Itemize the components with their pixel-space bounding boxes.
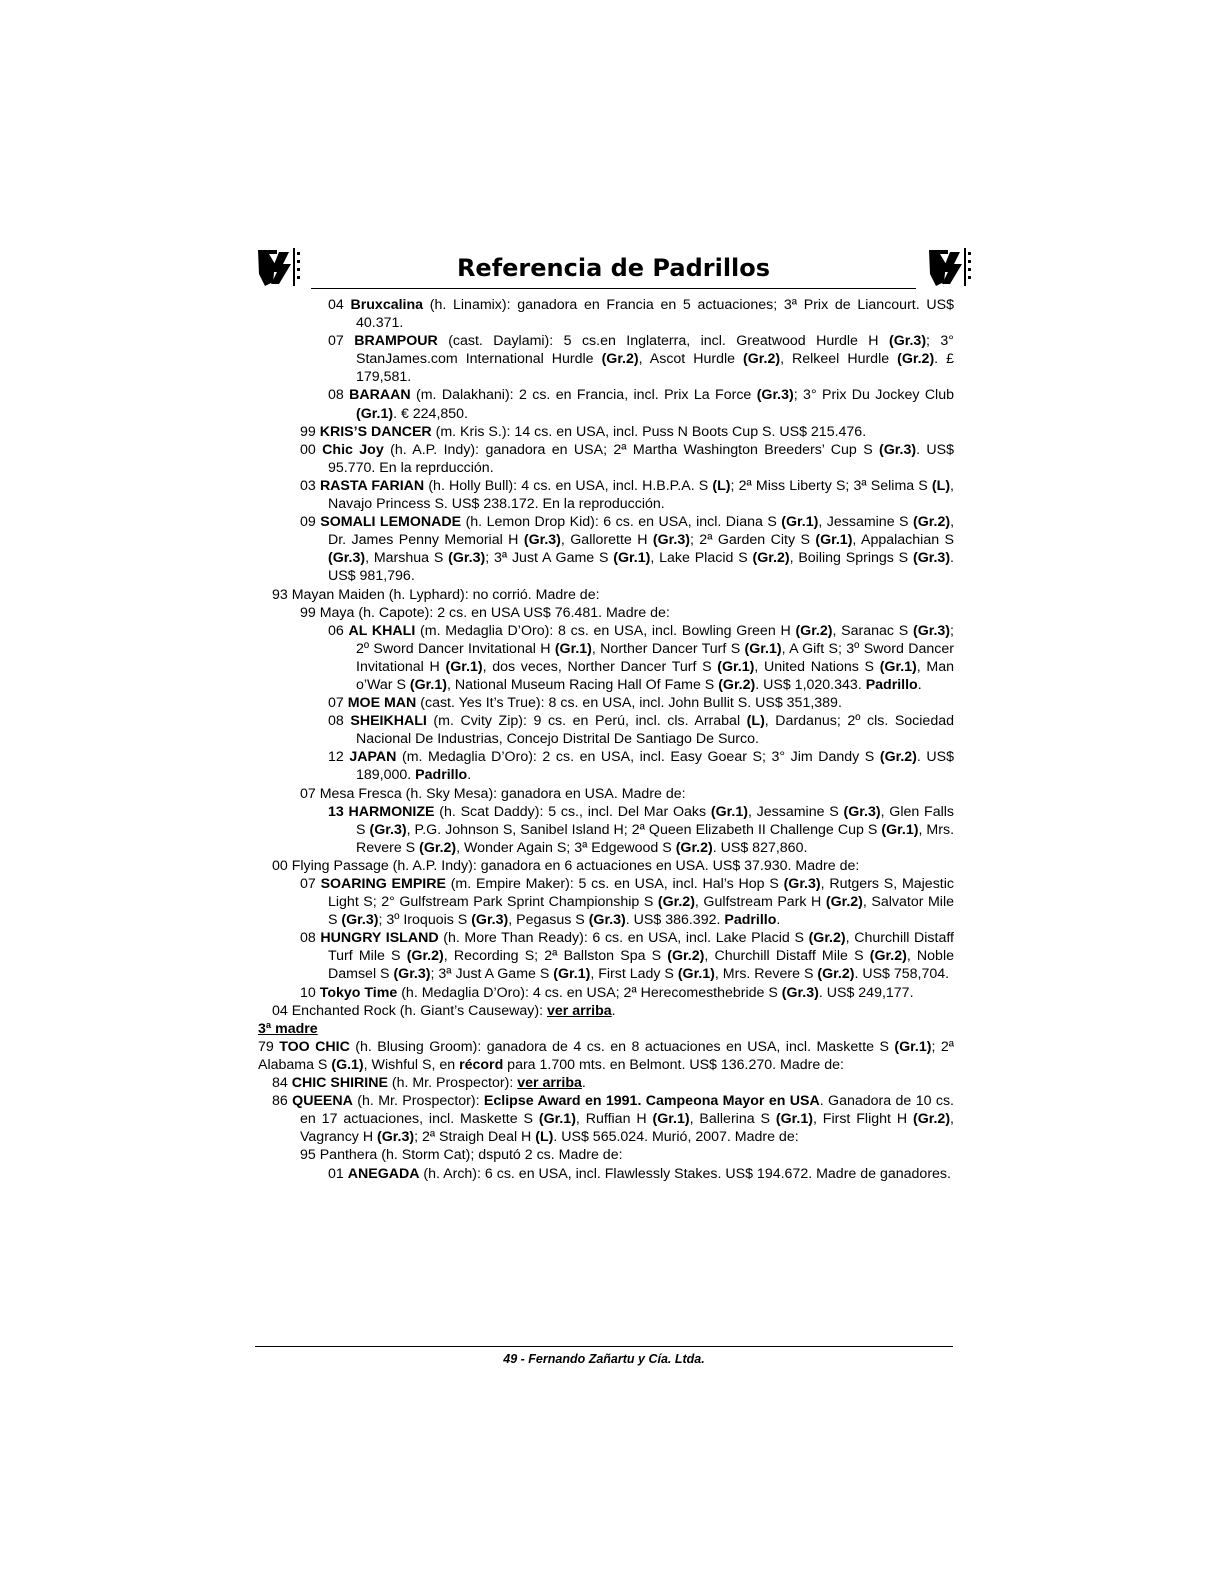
- pedigree-entry: 99 KRIS’S DANCER (m. Kris S.): 14 cs. en USA, incl. Puss N Boots Cup S. US$ 215.476.: [300, 423, 867, 440]
- footer-divider: [255, 1346, 953, 1347]
- pedigree-entry: 99 Maya (h. Capote): 2 cs. en USA US$ 76.481. Madre de:: [300, 604, 670, 621]
- pedigree-entry: 10 Tokyo Time (h. Medaglia D’Oro): 4 cs. en USA; 2ª Herecomesthebride S (Gr.3). US$ 249,177.: [300, 984, 914, 1001]
- pedigree-entry: 08 BARAAN (m. Dalakhani): 2 cs. en Francia, incl. Prix La Force (Gr.3); 3° Prix Du Jockey Club (Gr.1). € 224,850.: [328, 387, 954, 422]
- page-footer: 49 - Fernando Zañartu y Cía. Ltda.: [503, 1352, 705, 1366]
- pedigree-entry: 86 QUEENA (h. Mr. Prospector): Eclipse Award en 1991. Campeona Mayor en USA. Ganadora de 10 cs. en 17 actuaciones, incl. Maskette S (Gr.1), Ruffian H (Gr.1), Ballerina S (Gr.1), First Flight H (Gr.2), Vagrancy H (Gr.3); 2ª Straigh Deal H (L). US$ 565.024. Murió, 2007. Madre de:: [272, 1093, 954, 1146]
- pedigree-entry: 03 RASTA FARIAN (h. Holly Bull): 4 cs. en USA, incl. H.B.P.A. S (L); 2ª Miss Liberty S; 3ª Selima S (L), Navajo Princess S. US$ 238.172. En la reproducción.: [300, 477, 954, 513]
- pedigree-entry: 07 MOE MAN (cast. Yes It’s True): 8 cs. en USA, incl. John Bullit S. US$ 351,389.: [328, 695, 842, 712]
- logo-right: [926, 244, 972, 290]
- pedigree-entry: 95 Panthera (h. Storm Cat); dsputó 2 cs. Madre de:: [300, 1147, 623, 1164]
- pedigree-entry: 12 JAPAN (m. Medaglia D’Oro): 2 cs. en USA, incl. Easy Goear S; 3° Jim Dandy S (Gr.2). US$ 189,000. Padrillo.: [328, 749, 955, 784]
- pedigree-entry: 79 TOO CHIC (h. Blusing Groom): ganadora de 4 cs. en 8 actuaciones en USA, incl. Maskette S (Gr.1); 2ª Alabama S (G.1), Wishful S, en récord para 1.700 mts. en Belmont. US$ 136.270. Madre de:: [258, 1038, 954, 1073]
- pedigree-entry: 04 Bruxcalina (h. Linamix): ganadora en Francia en 5 actuaciones; 3ª Prix de Liancourt. US$ 40.371.: [328, 297, 954, 332]
- logo-right-icon: [926, 244, 972, 290]
- pedigree-entry: 07 BRAMPOUR (cast. Daylami): 5 cs.en Inglaterra, incl. Greatwood Hurdle H (Gr.3); 3° StanJames.com International Hurdle (Gr.2), Ascot Hurdle (Gr.2), Relkeel Hurdle (Gr.2). £ 179,581.: [328, 333, 954, 386]
- pedigree-entry: 84 CHIC SHIRINE (h. Mr. Prospector): ver arriba.: [272, 1075, 586, 1092]
- pedigree-entry: 00 Flying Passage (h. A.P. Indy): ganadora en 6 actuaciones en USA. US$ 37.930. Madre de:: [272, 857, 860, 874]
- pedigree-entry: 07 Mesa Fresca (h. Sky Mesa): ganadora en USA. Madre de:: [300, 785, 686, 802]
- pedigree-entry: 04 Enchanted Rock (h. Giant’s Causeway): ver arriba.: [272, 1002, 616, 1019]
- pedigree-entry: 06 AL KHALI (m. Medaglia D’Oro): 8 cs. en USA, incl. Bowling Green H (Gr.2), Saranac S (Gr.3); 2º Sword Dancer Invitational H (Gr.1), Norther Dancer Turf S (Gr.1), A Gift S; 3º Sword Dancer Invitational H (Gr.1), dos veces, Norther Dancer Turf S (Gr.1), United Nations S (Gr.1), Man o’War S (Gr.1), National Museum Racing Hall Of Fame S (Gr.2). US$ 1,020.343. Padrillo.: [328, 622, 955, 693]
- pedigree-entry: 01 ANEGADA (h. Arch): 6 cs. en USA, incl. Flawlessly Stakes. US$ 194.672. Madre de ganadores.: [328, 1165, 951, 1182]
- pedigree-entry: 08 HUNGRY ISLAND (h. More Than Ready): 6 cs. en USA, incl. Lake Placid S (Gr.2), Churchill Distaff Turf Mile S (Gr.2), Recording S; 2ª Ballston Spa S (Gr.2), Churchill Distaff Mile S (Gr.2), Noble Damsel S (Gr.3); 3ª Just A Game S (Gr.1), First Lady S (Gr.1), Mrs. Revere S (Gr.2). US$ 758,704.: [300, 930, 954, 983]
- pedigree-entry: 93 Mayan Maiden (h. Lyphard): no corrió. Madre de:: [272, 586, 600, 603]
- page-header: [255, 240, 972, 296]
- pedigree-entry: 08 SHEIKHALI (m. Cvity Zip): 9 cs. en Perú, incl. cls. Arrabal (L), Dardanus; 2º cls. Sociedad Nacional De Industrias, Concejo Distrital De Santiago De Surco.: [328, 713, 954, 748]
- page-title: Referencia de Padrillos: [456, 254, 771, 282]
- pedigree-entry: 3ª madre: [258, 1020, 318, 1037]
- pedigree-entry: 09 SOMALI LEMONADE (h. Lemon Drop Kid): 6 cs. en USA, incl. Diana S (Gr.1), Jessamine S (Gr.2), Dr. James Penny Memorial H (Gr.3), Gallorette H (Gr.3); 2ª Garden City S (Gr.1), Appalachian S (Gr.3), Marshua S (Gr.3); 3ª Just A Game S (Gr.1), Lake Placid S (Gr.2), Boiling Springs S (Gr.3). US$ 981,796.: [300, 514, 955, 585]
- pedigree-entry: 00 Chic Joy (h. A.P. Indy): ganadora en USA; 2ª Martha Washington Breeders’ Cup S (Gr.3). US$ 95.770. En la reprducción.: [300, 441, 955, 476]
- pedigree-entry: 13 HARMONIZE (h. Scat Daddy): 5 cs., incl. Del Mar Oaks (Gr.1), Jessamine S (Gr.3), Glen Falls S (Gr.3), P.G. Johnson S, Sanibel Island H; 2ª Queen Elizabeth II Challenge Cup S (Gr.1), Mrs. Revere S (Gr.2), Wonder Again S; 3ª Edgewood S (Gr.2). US$ 827,860.: [328, 803, 955, 856]
- pedigree-entry: 07 SOARING EMPIRE (m. Empire Maker): 5 cs. en USA, incl. Hal’s Hop S (Gr.3), Rutgers S, Majestic Light S; 2° Gulfstream Park Sprint Championship S (Gr.2), Gulfstream Park H (Gr.2), Salvator Mile S (Gr.3); 3º Iroquois S (Gr.3), Pegasus S (Gr.3). US$ 386.392. Padrillo.: [300, 876, 954, 929]
- pedigree-body: [258, 296, 954, 1183]
- header-divider: [311, 288, 916, 289]
